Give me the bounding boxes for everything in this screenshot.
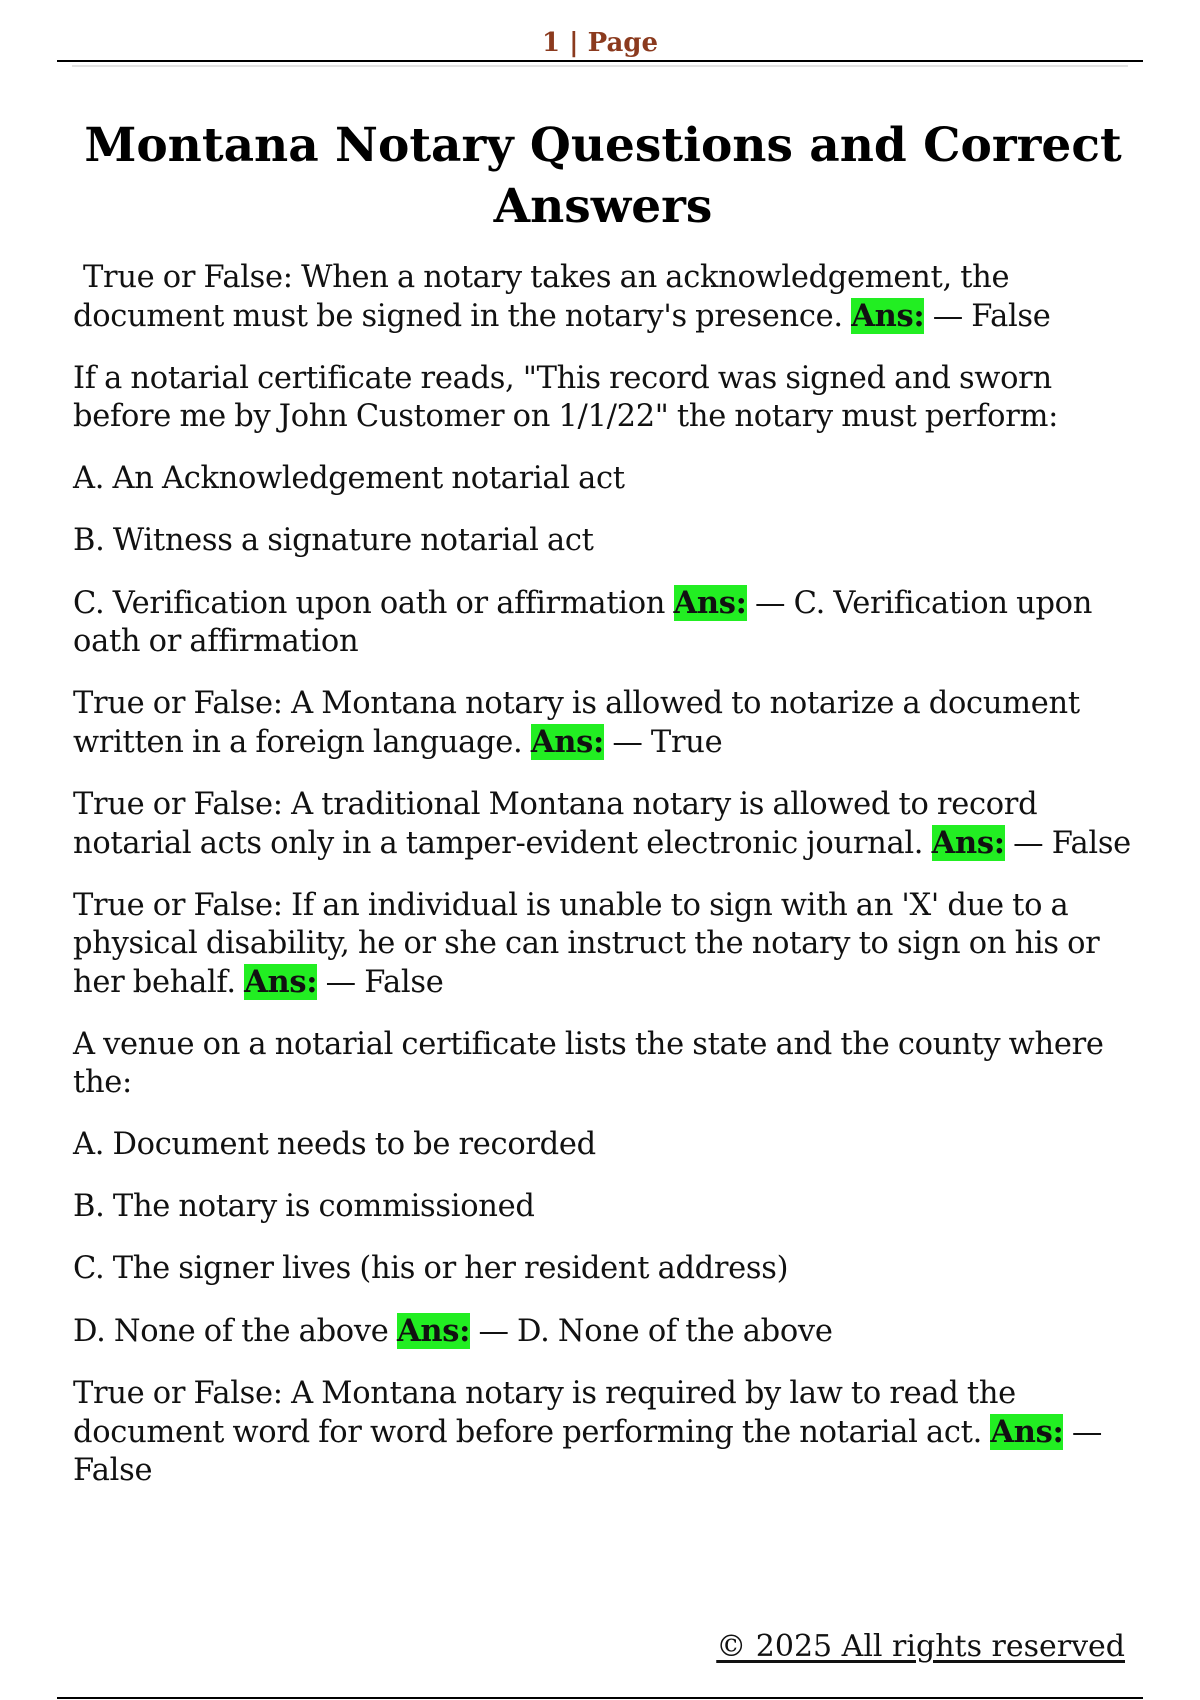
qa-item bbox=[73, 1375, 1133, 1490]
page-footer bbox=[57, 1630, 1125, 1664]
qa-item bbox=[73, 685, 1133, 762]
header-divider bbox=[72, 65, 1128, 67]
option-text: B. The notary is commissioned bbox=[73, 1189, 535, 1224]
page-header bbox=[57, 20, 1143, 62]
question-text: True or False: When a notary takes an acknowledgement, the document must be signed in the notary's presence. bbox=[73, 260, 1010, 334]
footer-divider bbox=[57, 1697, 1143, 1699]
option-text: A. Document needs to be recorded bbox=[73, 1127, 596, 1162]
qa-item bbox=[73, 887, 1133, 1002]
page-number-label: 1 | Page bbox=[541, 28, 659, 58]
question-text: A venue on a notarial certificate lists the state and the county where the: bbox=[73, 1027, 1104, 1100]
document-body bbox=[73, 115, 1133, 1514]
answer-text: — True bbox=[612, 725, 723, 760]
qa-item bbox=[73, 360, 1133, 436]
answer-label: Ans: bbox=[673, 585, 747, 621]
question-text: True or False: If an individual is unable to sign with an 'X' due to a physical disability, he or she can instruct the notary to sign on his or her behalf. bbox=[73, 888, 1100, 1000]
answer-label: Ans: bbox=[244, 964, 318, 1000]
answer-text: — False bbox=[325, 965, 444, 1000]
answer-text: — D. None of the above bbox=[478, 1314, 833, 1349]
document-title: Montana Notary Questions and Correct Answers bbox=[84, 118, 1122, 234]
option-item bbox=[73, 460, 1133, 498]
option-text: D. None of the above bbox=[73, 1314, 389, 1349]
qa-item bbox=[73, 1026, 1133, 1102]
answer-label: Ans: bbox=[990, 1414, 1064, 1450]
option-text: A. An Acknowledgement notarial act bbox=[73, 461, 625, 496]
option-item bbox=[73, 1250, 1133, 1288]
answer-text: — False bbox=[73, 1415, 1103, 1488]
answer-label: Ans: bbox=[396, 1313, 471, 1349]
question-text: True or False: A Montana notary is required by law to read the document word for word before performing the notarial act. bbox=[73, 1376, 1016, 1450]
option-text: C. The signer lives (his or her resident address) bbox=[73, 1251, 789, 1286]
answer-label: Ans: bbox=[851, 298, 925, 334]
option-text: B. Witness a signature notarial act bbox=[73, 523, 594, 558]
option-item bbox=[73, 522, 1133, 560]
question-text: True or False: A Montana notary is allowed to notarize a document written in a foreign language. bbox=[73, 686, 1080, 760]
option-item bbox=[73, 1188, 1133, 1226]
copyright-notice: © 2025 All rights reserved bbox=[716, 1629, 1125, 1664]
option-item bbox=[73, 1312, 1133, 1351]
option-item bbox=[73, 584, 1133, 661]
answer-label: Ans: bbox=[530, 724, 604, 760]
answer-text: — False bbox=[932, 299, 1051, 334]
answer-text: — False bbox=[1013, 826, 1131, 861]
qa-item bbox=[73, 259, 1133, 336]
question-text: If a notarial certificate reads, "This record was signed and sworn before me by John Customer on 1/1/22" the notary must perform: bbox=[73, 361, 1059, 434]
answer-label: Ans: bbox=[931, 825, 1005, 861]
option-item bbox=[73, 1126, 1133, 1164]
qa-item bbox=[73, 786, 1133, 863]
question-text: True or False: A traditional Montana notary is allowed to record notarial acts only in a tamper-evident electronic journal. bbox=[73, 787, 1038, 861]
option-text: C. Verification upon oath or affirmation bbox=[73, 586, 666, 621]
answer-text: — C. Verification upon oath or affirmation bbox=[73, 586, 1093, 659]
